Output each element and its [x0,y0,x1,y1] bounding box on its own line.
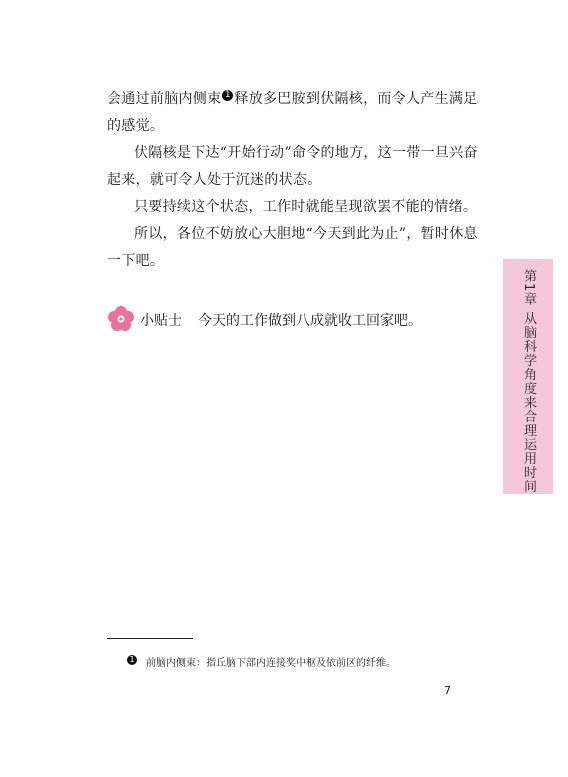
footnote-text: 前脑内侧束：指丘脑下部内连接奖中枢及依前区的纤维。 [146,658,396,669]
body-line-2: 的感觉。 [107,118,165,134]
chapter-title: 第1章 从脑科学角度来合理运用时间 [521,269,536,494]
page-number: 7 [444,684,451,697]
body-line-5: 只要持续这个状态，工作时就能呈现欲罢不能的情绪。 [134,199,478,215]
body-line-4: 起来，就可令人处于沉迷的状态。 [107,172,322,188]
footnote-divider [107,638,193,639]
flower-icon [106,304,136,334]
footnote-marker: 1 [127,655,137,665]
footnote-reference-marker: 1 [222,90,233,101]
body-line-1 [107,90,478,108]
body-text: 会通过前脑内侧束 [107,91,222,107]
body-line-7: 一下吧。 [107,253,165,269]
tip-label: 小贴士 [140,313,182,329]
body-line-3: 伏隔核是下达“开始行动”命令的地方，这一带一旦兴奋 [134,145,478,161]
tip-box [106,304,436,334]
tip-text: 今天的工作做到八成就收工回家吧。 [198,313,422,329]
chapter-side-tab [503,259,553,494]
body-text: 释放多巴胺到伏隔核，而令人产生满足 [234,91,478,107]
body-line-6: 所以，各位不妨放心大胆地“今天到此为止”，暂时休息 [134,226,478,242]
